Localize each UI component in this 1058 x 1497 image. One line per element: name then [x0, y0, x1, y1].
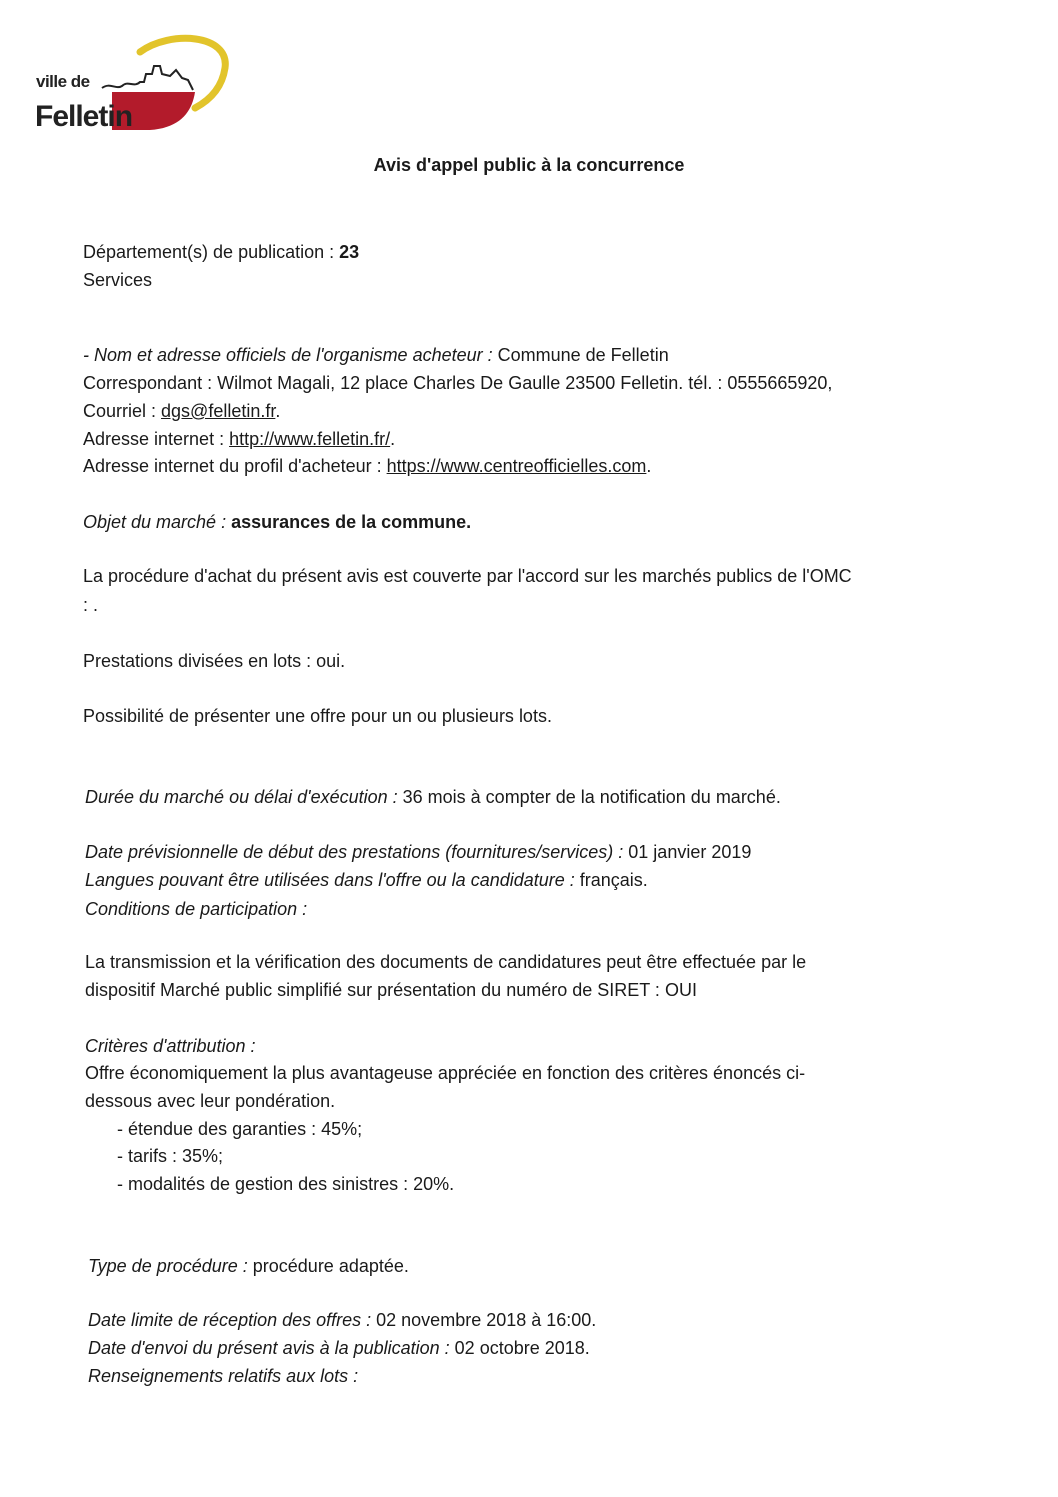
- renseignements-label: Renseignements relatifs aux lots :: [88, 1366, 359, 1386]
- procedure-value: procédure adaptée.: [252, 1256, 409, 1276]
- omc-line-1: La procédure d'achat du présent avis est couverte par l'accord sur les marchés publics de l'OMC: [83, 566, 852, 586]
- internet-link[interactable]: http://www.felletin.fr/: [229, 429, 391, 449]
- felletin-logo: [30, 30, 230, 145]
- logo-ville-text: ville de: [36, 72, 90, 91]
- date-envoi-line: [88, 1337, 590, 1359]
- correspondant-line: Correspondant : Wilmot Magali, 12 place Charles De Gaulle 23500 Felletin. tél. : 0555665920,: [83, 373, 833, 393]
- criteres-line-1: Offre économiquement la plus avantageuse appréciée en fonction des critères énoncés ci-: [85, 1063, 806, 1083]
- profil-link[interactable]: https://www.centreofficielles.com: [386, 456, 647, 476]
- critere-item: - tarifs : 35%;: [117, 1146, 224, 1166]
- objet-line: [83, 511, 471, 533]
- profil-line: [83, 455, 651, 477]
- omc-line-2: : .: [83, 595, 99, 615]
- date-limite-line: [88, 1309, 596, 1331]
- courriel-link[interactable]: dgs@felletin.fr: [161, 401, 276, 421]
- conditions-label: Conditions de participation :: [85, 899, 308, 919]
- profil-label: Adresse internet du profil d'acheteur :: [83, 456, 387, 476]
- courriel-line: [83, 400, 280, 422]
- langues-line: [85, 869, 648, 891]
- lots-line: Prestations divisées en lots : oui.: [83, 651, 346, 671]
- profil-end: .: [646, 456, 652, 476]
- critere-item: - étendue des garanties : 45%;: [117, 1119, 363, 1139]
- possibilite-line: Possibilité de présenter une offre pour un ou plusieurs lots.: [83, 706, 552, 726]
- transmission-line-2: dispositif Marché public simplifié sur présentation du numéro de SIRET : OUI: [85, 980, 697, 1000]
- organisme-value: Commune de Felletin: [497, 345, 669, 365]
- date-debut-label: Date prévisionnelle de début des prestations (fournitures/services) :: [85, 842, 629, 862]
- organisme-line: [83, 344, 669, 366]
- date-limite-value: 02 novembre 2018 à 16:00.: [376, 1310, 597, 1330]
- langues-label: Langues pouvant être utilisées dans l'offre ou la candidature :: [85, 870, 580, 890]
- objet-label: Objet du marché :: [83, 512, 232, 532]
- internet-label: Adresse internet :: [83, 429, 230, 449]
- duree-line: [85, 786, 781, 808]
- courriel-end: .: [275, 401, 281, 421]
- logo-name-text: Felletin: [35, 100, 133, 133]
- criteres-line-2: dessous avec leur pondération.: [85, 1091, 336, 1111]
- langues-value: français.: [579, 870, 648, 890]
- procedure-line: [88, 1255, 409, 1277]
- departement-value: 23: [339, 242, 360, 262]
- critere-item: - modalités de gestion des sinistres : 20%.: [117, 1174, 455, 1194]
- document-title: Avis d'appel public à la concurrence: [373, 155, 685, 175]
- date-limite-label: Date limite de réception des offres :: [88, 1310, 377, 1330]
- procedure-label: Type de procédure :: [88, 1256, 253, 1276]
- duree-value: 36 mois à compter de la notification du marché.: [402, 787, 781, 807]
- date-envoi-label: Date d'envoi du présent avis à la publication :: [88, 1338, 455, 1358]
- date-debut-line: [85, 841, 751, 863]
- duree-label: Durée du marché ou délai d'exécution :: [85, 787, 403, 807]
- date-debut-value: 01 janvier 2019: [628, 842, 752, 862]
- internet-line: [83, 428, 395, 450]
- courriel-label: Courriel :: [83, 401, 162, 421]
- internet-end: .: [390, 429, 396, 449]
- criteres-label: Critères d'attribution :: [85, 1036, 256, 1056]
- type-marche: Services: [83, 270, 153, 290]
- organisme-label: - Nom et adresse officiels de l'organisme acheteur :: [83, 345, 498, 365]
- transmission-line-1: La transmission et la vérification des documents de candidatures peut être effectuée par le: [85, 952, 807, 972]
- objet-value: assurances de la commune.: [231, 512, 472, 532]
- departement-line: [83, 241, 359, 263]
- date-envoi-value: 02 octobre 2018.: [454, 1338, 590, 1358]
- departement-label: Département(s) de publication :: [83, 242, 340, 262]
